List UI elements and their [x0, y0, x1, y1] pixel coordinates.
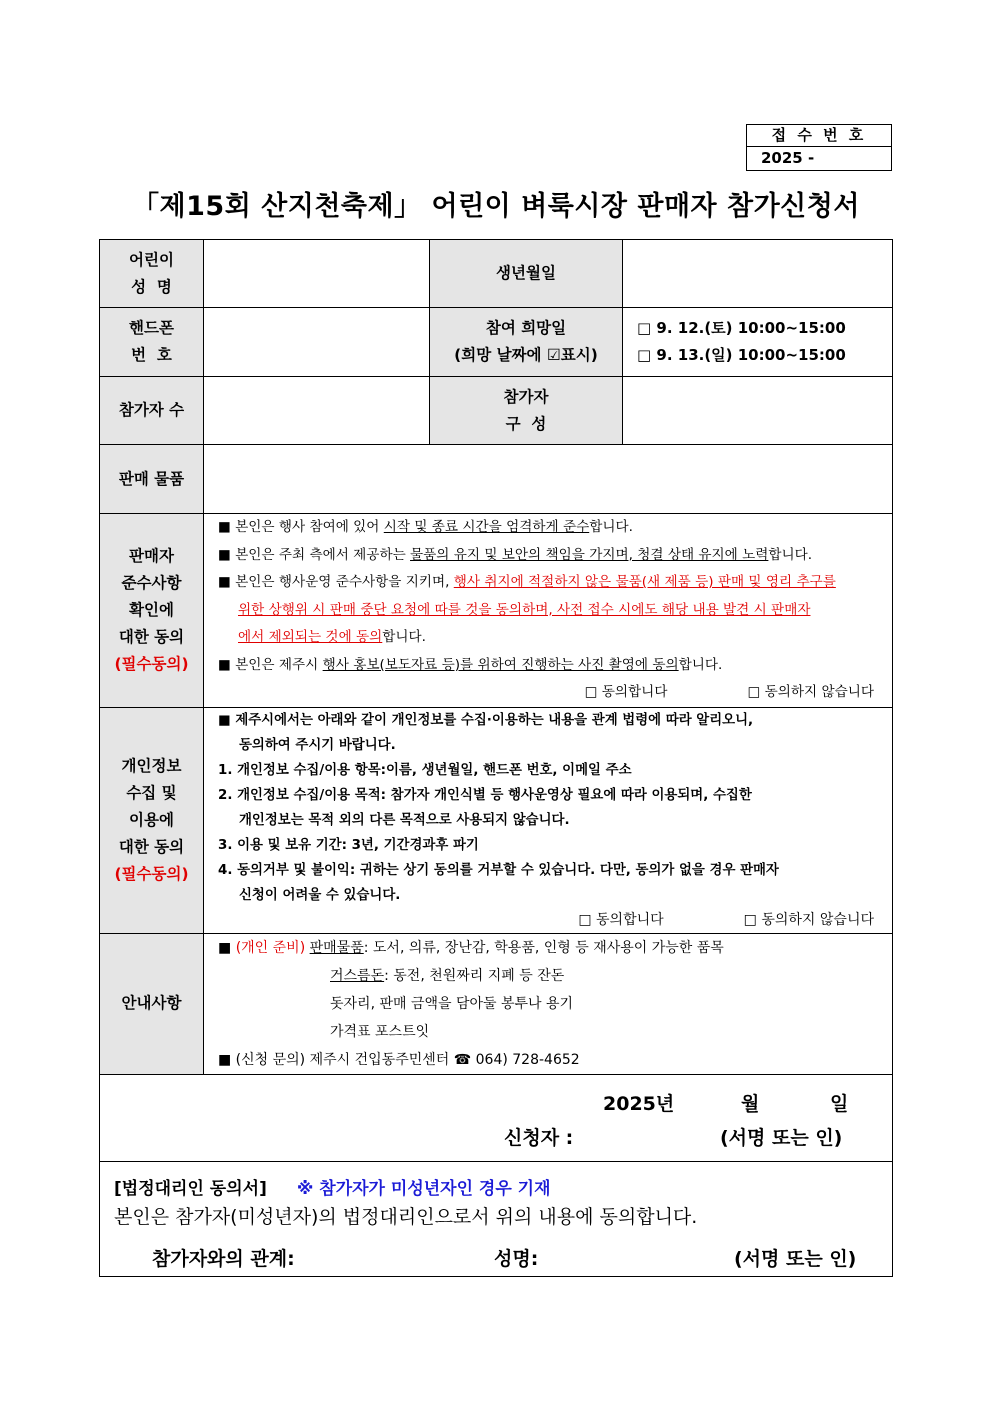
privacy-item-1: 1. 개인정보 수집/이용 항목:이름, 생년월일, 핸드폰 번호, 이메일 주소 [218, 762, 632, 778]
legal-title: [법정대리인 동의서] [114, 1178, 267, 1199]
receipt-number[interactable]: 2025 - [761, 149, 815, 167]
participants-field[interactable] [204, 377, 430, 445]
compliance-consent [218, 679, 882, 707]
compliance-item-2: ■ 본인은 주최 측에서 제공하는 물품의 유지 및 보안의 책임을 가지며, 청결 상태 유지에 노력합니다. [218, 546, 813, 563]
birth-field[interactable] [623, 240, 893, 308]
legal-sign-line [152, 1244, 857, 1271]
date-label: 참여 희망일 (희망 날짜에 ☑표시) [430, 308, 623, 377]
compliance-content [204, 514, 893, 708]
phone-field[interactable] [204, 308, 430, 377]
date-options [623, 308, 893, 377]
compliance-agree-checkbox[interactable]: □ 동의합니다 [584, 684, 668, 700]
privacy-disagree-checkbox[interactable]: □ 동의하지 않습니다 [743, 911, 874, 928]
signature-year: 2025년 [603, 1092, 675, 1115]
legal-text: 본인은 참가자(미성년자)의 법정대리인으로서 위의 내용에 동의합니다. [114, 1205, 698, 1228]
guide-content [204, 933, 893, 1074]
date-option-sun[interactable]: □ 9. 13.(일) 10:00~15:00 [637, 346, 846, 364]
privacy-content [204, 707, 893, 933]
birth-label: 생년월일 [430, 240, 623, 308]
compliance-disagree-checkbox[interactable]: □ 동의하지 않습니다 [747, 684, 874, 700]
date-option-sat[interactable]: □ 9. 12.(토) 10:00~15:00 [637, 319, 846, 337]
application-form [99, 239, 893, 1277]
compliance-item-3-cont: 위한 상행위 시 판매 중단 요청에 따를 것을 동의하며, 사전 접수 시에도 해당 내용 발견 시 판매자 [238, 601, 811, 618]
items-label: 판매 물품 [100, 445, 204, 514]
guide-label: 안내사항 [100, 933, 204, 1074]
signature-date [603, 1089, 849, 1116]
compliance-item-3: ■ 본인은 행사운영 준수사항을 지키며, 행사 취지에 적절하지 않은 물품(새 제품 등) 판매 및 영리 추구를 [218, 574, 836, 590]
signature-month: 월 [741, 1092, 760, 1115]
legal-guardian-section [100, 1161, 893, 1276]
privacy-item-3: 3. 이용 및 보유 기간: 3년, 기간경과후 파기 [218, 837, 479, 853]
child-name-label: 어린이 성 명 [100, 240, 204, 308]
guide-item-1: ■ (개인 준비) 판매물품: 도서, 의류, 장난감, 학용품, 인형 등 재사용이 가능한 품목 [218, 939, 724, 956]
signature-applicant [504, 1123, 843, 1150]
privacy-agree-checkbox[interactable]: □ 동의합니다 [578, 911, 664, 928]
participants-label: 참가자 수 [100, 377, 204, 445]
applicant-label: 신청자 : [504, 1126, 574, 1149]
phone-label: 핸드폰 번 호 [100, 308, 204, 377]
legal-name[interactable]: 성명: [494, 1247, 539, 1270]
page-title: 「제15회 산지천축제」 어린이 벼룩시장 판매자 참가신청서 [132, 191, 860, 222]
composition-field[interactable] [623, 377, 893, 445]
composition-label: 참가자 구 성 [430, 377, 623, 445]
privacy-label: 개인정보 수집 및 이용에 대한 동의 (필수동의) [100, 707, 204, 933]
privacy-item-2-cont: 개인정보는 목적 외의 다른 목적으로 사용되지 않습니다. [239, 812, 570, 828]
receipt-number-box [746, 124, 892, 171]
guide-contact: ■ (신청 문의) 제주시 건입동주민센터 ☎ 064) 728-4652 [218, 1051, 580, 1068]
guide-item-2: 거스름돈: 동전, 천원짜리 지폐 등 잔돈 [330, 967, 565, 984]
privacy-intro-cont: 동의하여 주시기 바랍니다. [239, 737, 396, 753]
applicant-seal[interactable]: (서명 또는 인) [720, 1126, 843, 1149]
privacy-intro: ■ 제주시에서는 아래와 같이 개인정보를 수집·이용하는 내용을 관계 법령에 따라 알리오니, [218, 712, 754, 728]
compliance-item-3-end: 에서 제외되는 것에 동의합니다. [238, 629, 426, 645]
legal-relation[interactable]: 참가자와의 관계: [152, 1247, 295, 1270]
receipt-label: 접 수 번 호 [747, 125, 891, 147]
guide-item-3: 돗자리, 판매 금액을 담아둘 봉투나 용기 [330, 995, 574, 1012]
compliance-label: 판매자 준수사항 확인에 대한 동의 (필수동의) [100, 514, 204, 708]
guide-item-4: 가격표 포스트잇 [330, 1023, 430, 1040]
compliance-item-1: ■ 본인은 행사 참여에 있어 시작 및 종료 시간을 엄격하게 준수합니다. [218, 519, 633, 535]
child-name-field[interactable] [204, 240, 430, 308]
legal-note: ※ 참가자가 미성년자인 경우 기재 [296, 1178, 551, 1199]
privacy-item-4: 4. 동의거부 및 불이익: 귀하는 상기 동의를 거부할 수 있습니다. 다만, 동의가 없을 경우 판매자 [218, 862, 779, 878]
signature-section [100, 1074, 893, 1161]
legal-title-line [114, 1174, 551, 1199]
privacy-item-2: 2. 개인정보 수집/이용 목적: 참가자 개인식별 등 행사운영상 필요에 따라 이용되며, 수집한 [218, 787, 752, 803]
items-field[interactable] [204, 445, 893, 514]
compliance-item-4: ■ 본인은 제주시 행사 홍보(보도자료 등)를 위하여 진행하는 사진 촬영에 동의합니다. [218, 656, 723, 673]
legal-seal[interactable]: (서명 또는 인) [734, 1247, 857, 1270]
signature-day: 일 [830, 1092, 849, 1115]
privacy-consent [218, 908, 882, 933]
privacy-item-4-cont: 신청이 어려울 수 있습니다. [239, 887, 401, 903]
